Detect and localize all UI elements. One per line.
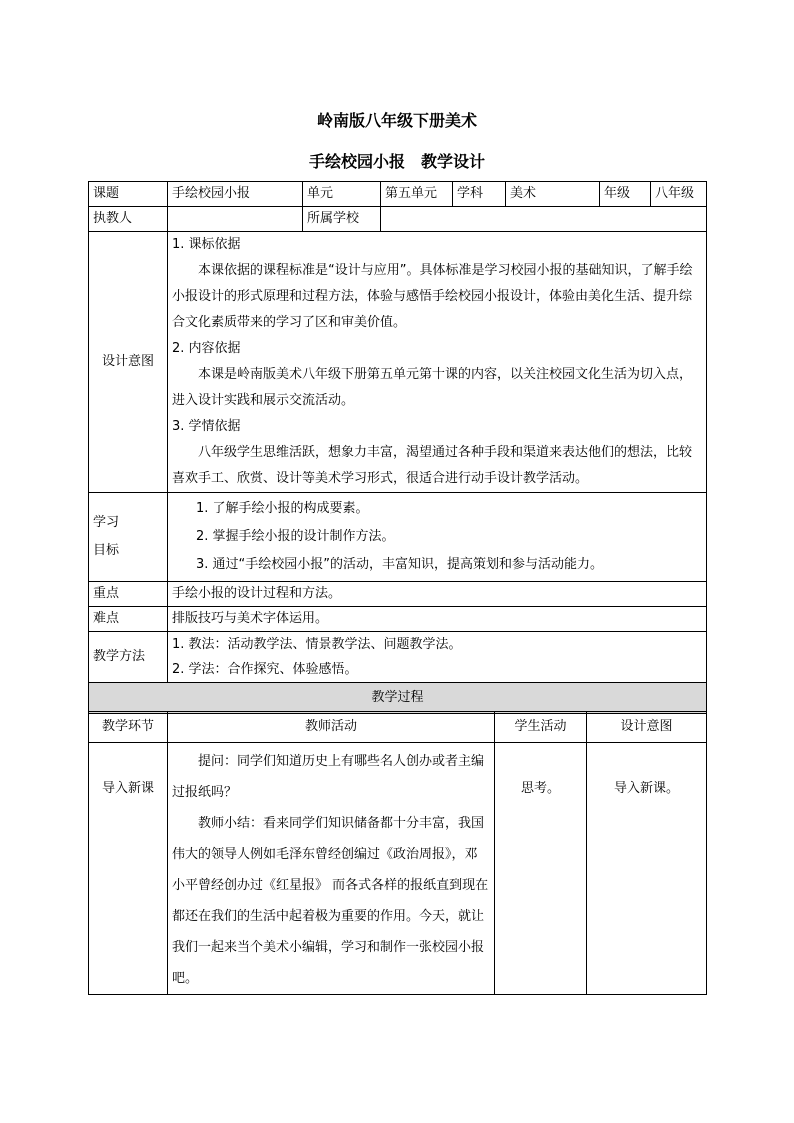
design-label: 设计意图 (89, 232, 168, 493)
document-subtitle: 手绘校园小报 教学设计 (308, 152, 485, 171)
design-heading-3: 3. 学情依据 (172, 419, 241, 434)
difficult-value: 排版技巧与美术字体运用。 (168, 607, 707, 632)
lesson-design-table (88, 231, 707, 714)
key-value: 手绘小报的设计过程和方法。 (168, 582, 707, 607)
teaching-process-table (88, 711, 707, 995)
goals-content (168, 493, 707, 582)
teacher-value (168, 207, 303, 232)
goals-label-line1: 学习 (93, 515, 120, 530)
process-stage: 导入新课 (89, 743, 168, 995)
lesson-info-table (88, 181, 707, 232)
process-student-activity: 思考。 (495, 743, 587, 995)
grade-value: 八年级 (651, 182, 707, 207)
difficult-label: 难点 (89, 607, 168, 632)
design-paragraph-1: 本课依据的课程标准是“设计与应用”。具体标准是学习校园小报的基础知识，了解手绘小报设计的形式原理和过程方法，体验与感悟手绘校园小报设计，体验由美化生活、提升综合文化素质带来的学习了区和审美价值。 (172, 263, 693, 330)
goal-item: 1. 了解手绘小报的构成要素。 (196, 501, 369, 516)
design-paragraph-3: 八年级学生思维活跃，想象力丰富，渴望通过各种手段和渠道来表达他们的想法，比较喜欢手工、欣赏、设计等美术学习形式，很适合进行动手设计教学活动。 (172, 445, 693, 486)
subject-label: 学科 (453, 182, 506, 207)
key-label: 重点 (89, 582, 168, 607)
design-heading-2: 2. 内容依据 (172, 341, 241, 356)
process-teacher-activity (168, 743, 495, 995)
subject-value: 美术 (506, 182, 600, 207)
process-header-intent: 设计意图 (587, 712, 707, 743)
teacher-paragraph-2: 教师小结：看来同学们知识储备都十分丰富，我国伟大的领导人例如毛泽东曾经创编过《政治周报》，邓小平曾经创办过《红星报》 而各式各样的报纸直到现在都还在我们的生活中起着极为重要的作用。今天，就让我们一起来当个美术小编辑，学习和制作一张校园小报吧。 (172, 816, 489, 986)
process-header-stage: 教学环节 (89, 712, 168, 743)
methods-content (168, 632, 707, 683)
design-paragraph-2: 本课是岭南版美术八年级下册第五单元第十课的内容，以关注校园文化生活为切入点，进入设计实践和展示交流活动。 (172, 367, 693, 408)
process-header-teacher: 教师活动 (168, 712, 495, 743)
goals-label (89, 493, 168, 582)
process-header-student: 学生活动 (495, 712, 587, 743)
topic-value: 手绘校园小报 (168, 182, 303, 207)
design-heading-1: 1. 课标依据 (172, 237, 241, 252)
goal-item: 2. 掌握手绘小报的设计制作方法。 (196, 529, 395, 544)
method-item: 1. 教法：活动教学法、情景教学法、问题教学法。 (172, 637, 462, 652)
document-title: 岭南版八年级下册美术 (316, 111, 477, 130)
school-value (381, 207, 707, 232)
school-label: 所属学校 (303, 207, 381, 232)
teacher-label: 执教人 (89, 207, 168, 232)
design-content (168, 232, 707, 493)
unit-value: 第五单元 (381, 182, 453, 207)
process-title: 教学过程 (89, 683, 707, 714)
topic-label: 课题 (89, 182, 168, 207)
grade-label: 年级 (600, 182, 651, 207)
process-design-intent: 导入新课。 (587, 743, 707, 995)
goal-item: 3. 通过“手绘校园小报”的活动，丰富知识，提高策划和参与活动能力。 (196, 557, 604, 572)
teacher-paragraph-1: 提问：同学们知道历史上有哪些名人创办或者主编过报纸吗？ (172, 754, 485, 800)
goals-label-line2: 目标 (93, 543, 120, 558)
methods-label: 教学方法 (89, 632, 168, 683)
method-item: 2. 学法：合作探究、体验感悟。 (172, 662, 358, 677)
unit-label: 单元 (303, 182, 381, 207)
